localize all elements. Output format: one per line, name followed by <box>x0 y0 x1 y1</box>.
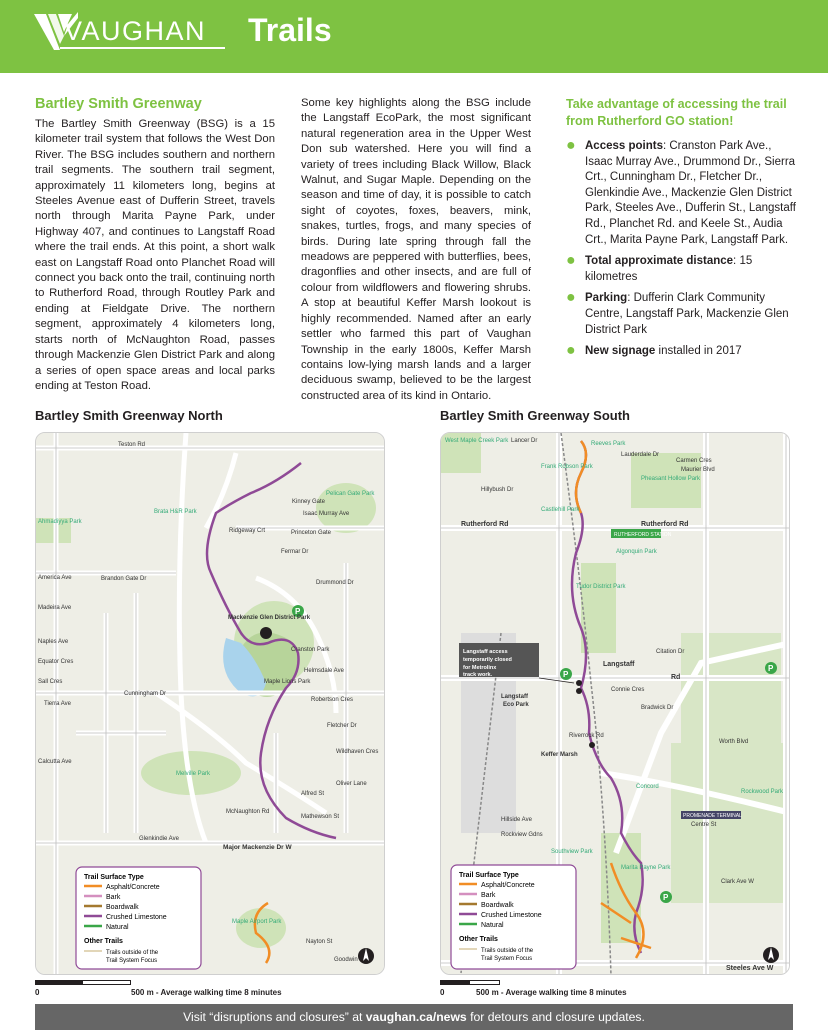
list-item: ● Parking: Dufferin Clark Community Centre, Langstaff Park, Mackenzie Glen District Park <box>566 289 789 336</box>
svg-text:America Ave: America Ave <box>38 575 72 581</box>
svg-text:Riverrock Rd: Riverrock Rd <box>569 733 604 739</box>
page-title: Trails <box>248 12 332 48</box>
svg-text:Rockwood Park: Rockwood Park <box>741 789 784 795</box>
svg-text:Trail System Focus: Trail System Focus <box>481 956 533 962</box>
svg-text:Glenkindie Ave: Glenkindie Ave <box>139 836 179 842</box>
svg-text:Rutherford Rd: Rutherford Rd <box>461 521 509 528</box>
svg-text:Carmen Cres: Carmen Cres <box>676 458 712 464</box>
svg-text:Ahmadiyya Park: Ahmadiyya Park <box>38 519 82 525</box>
bullet-icon: ● <box>566 289 576 307</box>
svg-text:Crushed Limestone: Crushed Limestone <box>106 914 167 921</box>
svg-text:Kinney Gate: Kinney Gate <box>292 499 326 505</box>
svg-text:Tudor District Park: Tudor District Park <box>576 584 626 590</box>
svg-text:Trails outside of the: Trails outside of the <box>106 950 159 956</box>
svg-text:Concord: Concord <box>636 784 659 790</box>
svg-text:Mackenzie Glen District Park: Mackenzie Glen District Park <box>228 615 311 621</box>
svg-text:Trail Surface Type: Trail Surface Type <box>84 874 144 881</box>
highlights-paragraph: Some key highlights along the BSG include the Langstaff EcoPark, the most significant natural regeneration area in the Upper West Don sub watershed. Here you will find a variety of trees including Black Willow, Black Walnut, and Sugar Maple. Depending on the season and time of day, it is possible to catch sight of coyotes, foxes, beavers, mink, snakes, turtles, frogs, and many species of birds. During late spring through fall the meadows are peppered with butterflies, bees, dragonflies and other insects, and are full of colour from wildflowers and flowering shrubs. A stop at beautiful Keffer Marsh lookout is highly recommended. Named after an early settler who farmed this part of Vaughan Township in the early 1800s, Keffer Marsh contains low-lying marsh lands and a larger deciduous swamp, believed to be the largest constructed area of its kind in Ontario. <box>301 97 531 402</box>
info-heading: Take advantage of accessing the trail from Rutherford GO station! <box>566 97 787 128</box>
svg-text:Rutherford Rd: Rutherford Rd <box>641 521 689 528</box>
svg-text:RUTHERFORD STATION: RUTHERFORD STATION <box>614 532 672 538</box>
svg-text:Rockview Gdns: Rockview Gdns <box>501 832 543 838</box>
svg-text:Asphalt/Concrete: Asphalt/Concrete <box>106 884 160 891</box>
list-item: ● Access points: Cranston Park Ave., Isaac Murray Ave., Drummond Dr., Sierra Crt., Cunningham Dr., Fletcher Dr., Glenkindie Ave., Mackenzie Glen District Park, Steeles Ave., Dufferin St., Langstaff Rd., Planchet Rd. and Keele St., Audia Crt., Marita Payne Park, Langstaff Park. <box>566 137 796 246</box>
svg-text:Sall Cres: Sall Cres <box>38 679 63 685</box>
svg-text:Trail System Focus: Trail System Focus <box>106 958 158 964</box>
map-north[interactable] <box>35 432 385 975</box>
svg-text:Bark: Bark <box>481 892 496 899</box>
svg-text:McNaughton Rd: McNaughton Rd <box>226 809 270 815</box>
svg-text:Boardwalk: Boardwalk <box>481 902 514 909</box>
brand-name: VAUGHAN <box>64 16 207 46</box>
svg-text:Castlehill Park: Castlehill Park <box>541 507 580 513</box>
svg-text:Pheasant Hollow Park: Pheasant Hollow Park <box>641 476 701 482</box>
svg-text:Langstaff: Langstaff <box>501 694 528 700</box>
svg-text:Isaac Murray Ave: Isaac Murray Ave <box>303 511 350 517</box>
svg-text:Trails outside of the: Trails outside of the <box>481 948 534 954</box>
svg-text:Bradwick Dr: Bradwick Dr <box>641 705 674 711</box>
map-north-title: Bartley Smith Greenway North <box>35 408 223 423</box>
svg-text:Langstaff access: Langstaff access <box>463 649 508 655</box>
svg-text:Wildhaven Cres: Wildhaven Cres <box>336 749 379 755</box>
svg-text:Natural: Natural <box>481 922 504 929</box>
svg-text:Robertson Cres: Robertson Cres <box>311 697 354 703</box>
svg-text:P: P <box>663 893 669 902</box>
svg-text:Southview Park: Southview Park <box>551 849 593 855</box>
svg-text:Boardwalk: Boardwalk <box>106 904 139 911</box>
bullet-icon: ● <box>566 342 576 360</box>
svg-text:Major Mackenzie Dr W: Major Mackenzie Dr W <box>223 844 292 851</box>
page-header <box>0 0 828 73</box>
news-link[interactable]: vaughan.ca/news <box>365 1010 467 1024</box>
svg-text:Ridgeway Crt: Ridgeway Crt <box>229 528 266 534</box>
bullet-icon: ● <box>566 252 576 270</box>
svg-text:Fletcher Dr: Fletcher Dr <box>327 723 357 729</box>
svg-text:Princeton Gate: Princeton Gate <box>291 530 332 536</box>
svg-text:Tierra Ave: Tierra Ave <box>44 701 72 707</box>
svg-text:Nayton St: Nayton St <box>306 939 333 945</box>
svg-text:Equator Cres: Equator Cres <box>38 659 74 665</box>
info-list <box>566 139 796 360</box>
list-item: ● Total approximate distance: 15 kilometres <box>566 252 753 283</box>
brand-underline <box>60 47 225 49</box>
map-south-canvas[interactable] <box>441 433 790 975</box>
svg-text:West Maple Creek Park: West Maple Creek Park <box>445 438 509 444</box>
footer-bar: Visit “disruptions and closures” at vaughan.ca/news for detours and closure updates. <box>35 1004 793 1030</box>
svg-text:Bark: Bark <box>106 894 121 901</box>
svg-text:for Metrolinx: for Metrolinx <box>463 665 497 671</box>
svg-text:Other Trails: Other Trails <box>459 936 498 943</box>
map-north-canvas[interactable] <box>36 433 385 975</box>
svg-text:Lauderdale Dr: Lauderdale Dr <box>621 452 660 458</box>
svg-text:Asphalt/Concrete: Asphalt/Concrete <box>481 882 535 889</box>
svg-text:Calcutta Ave: Calcutta Ave <box>38 759 72 765</box>
svg-text:Rd: Rd <box>671 674 681 681</box>
svg-text:P: P <box>563 670 569 679</box>
intro-column <box>35 96 275 394</box>
section-heading: Bartley Smith Greenway <box>35 96 202 112</box>
svg-text:Keffer Marsh: Keffer Marsh <box>541 752 578 758</box>
svg-text:Connie Cres: Connie Cres <box>611 687 645 693</box>
svg-text:Worth Blvd: Worth Blvd <box>719 739 749 745</box>
svg-text:Other Trails: Other Trails <box>84 938 123 945</box>
svg-text:Crushed Limestone: Crushed Limestone <box>481 912 542 919</box>
svg-text:Maurier Blvd: Maurier Blvd <box>681 467 715 473</box>
svg-text:track work.: track work. <box>463 672 493 678</box>
svg-text:Mathewson St: Mathewson St <box>301 814 340 820</box>
svg-text:Naples Ave: Naples Ave <box>38 639 69 645</box>
svg-text:Brandon Gate Dr: Brandon Gate Dr <box>101 576 147 582</box>
map-south[interactable] <box>440 432 790 975</box>
svg-text:Citation Dr: Citation Dr <box>656 649 685 655</box>
svg-text:Centre St: Centre St <box>691 822 717 828</box>
info-column <box>566 96 796 366</box>
svg-text:Goodwin: Goodwin <box>334 957 358 963</box>
svg-text:Hillside Ave: Hillside Ave <box>501 817 532 823</box>
svg-text:Cranston Park: Cranston Park <box>291 647 330 653</box>
svg-text:Steeles Ave W: Steeles Ave W <box>726 965 774 972</box>
map-south-title: Bartley Smith Greenway South <box>440 408 630 423</box>
svg-text:Helmsdale Ave: Helmsdale Ave <box>304 668 344 674</box>
svg-text:Madeira Ave: Madeira Ave <box>38 605 72 611</box>
svg-text:Clark Ave W: Clark Ave W <box>721 879 754 885</box>
svg-text:Reeves Park: Reeves Park <box>591 441 626 447</box>
svg-text:Melville Park: Melville Park <box>176 771 211 777</box>
svg-text:P: P <box>768 664 774 673</box>
svg-text:Marita Payne Park: Marita Payne Park <box>621 865 671 871</box>
svg-text:Langstaff: Langstaff <box>603 661 635 668</box>
intro-paragraph: The Bartley Smith Greenway (BSG) is a 15 kilometer trail system that follows the West Don River. The BSG includes southern and northern trail segments. The southern trail segment, approximately 11 kilometers long, begins at Steeles Avenue east of Dufferin Street, travels north through Marita Payne Park, under Highway 407, and continues to Langstaff Road where the trail ends. At this point, a short walk east on Langstaff Road onto Planchet Road will connect you back onto the trail, continuing north to Rutherford Road, through Routley Park and ending at Fieldgate Drive. The northern segment, approximately 4 kilometers long, starts north of McNaughton Road, passes through Mackenzie Glen District Park and along a series of open space areas and local parks ending at Teston Road. <box>35 118 275 392</box>
svg-text:Natural: Natural <box>106 924 129 931</box>
highlights-column <box>301 96 531 404</box>
svg-text:Trail Surface Type: Trail Surface Type <box>459 872 519 879</box>
svg-text:Maple Lions Park: Maple Lions Park <box>264 679 311 685</box>
svg-text:temporarily closed: temporarily closed <box>463 657 512 663</box>
svg-text:Hillybush Dr: Hillybush Dr <box>481 487 514 493</box>
svg-text:Maple Airport Park: Maple Airport Park <box>232 919 282 925</box>
svg-text:Brata H&R Park: Brata H&R Park <box>154 509 197 515</box>
svg-text:Eco Park: Eco Park <box>503 702 529 708</box>
svg-text:Pelican Gate Park: Pelican Gate Park <box>326 491 375 497</box>
svg-text:PROMENADE TERMINAL: PROMENADE TERMINAL <box>683 813 742 819</box>
svg-text:P: P <box>295 607 301 616</box>
svg-text:Alfred St: Alfred St <box>301 791 325 797</box>
svg-text:Cunningham Dr: Cunningham Dr <box>124 691 167 697</box>
svg-text:Lancer Dr: Lancer Dr <box>511 438 538 444</box>
svg-text:Frank Robson Park: Frank Robson Park <box>541 464 593 470</box>
svg-text:Oliver Lane: Oliver Lane <box>336 781 367 787</box>
svg-text:Algonquin Park: Algonquin Park <box>616 549 657 555</box>
bullet-icon: ● <box>566 137 576 154</box>
list-item: ● New signage installed in 2017 <box>566 342 742 360</box>
svg-text:Fermar Dr: Fermar Dr <box>281 549 309 555</box>
svg-text:Drummond Dr: Drummond Dr <box>316 580 354 586</box>
svg-text:Teston Rd: Teston Rd <box>118 442 146 448</box>
